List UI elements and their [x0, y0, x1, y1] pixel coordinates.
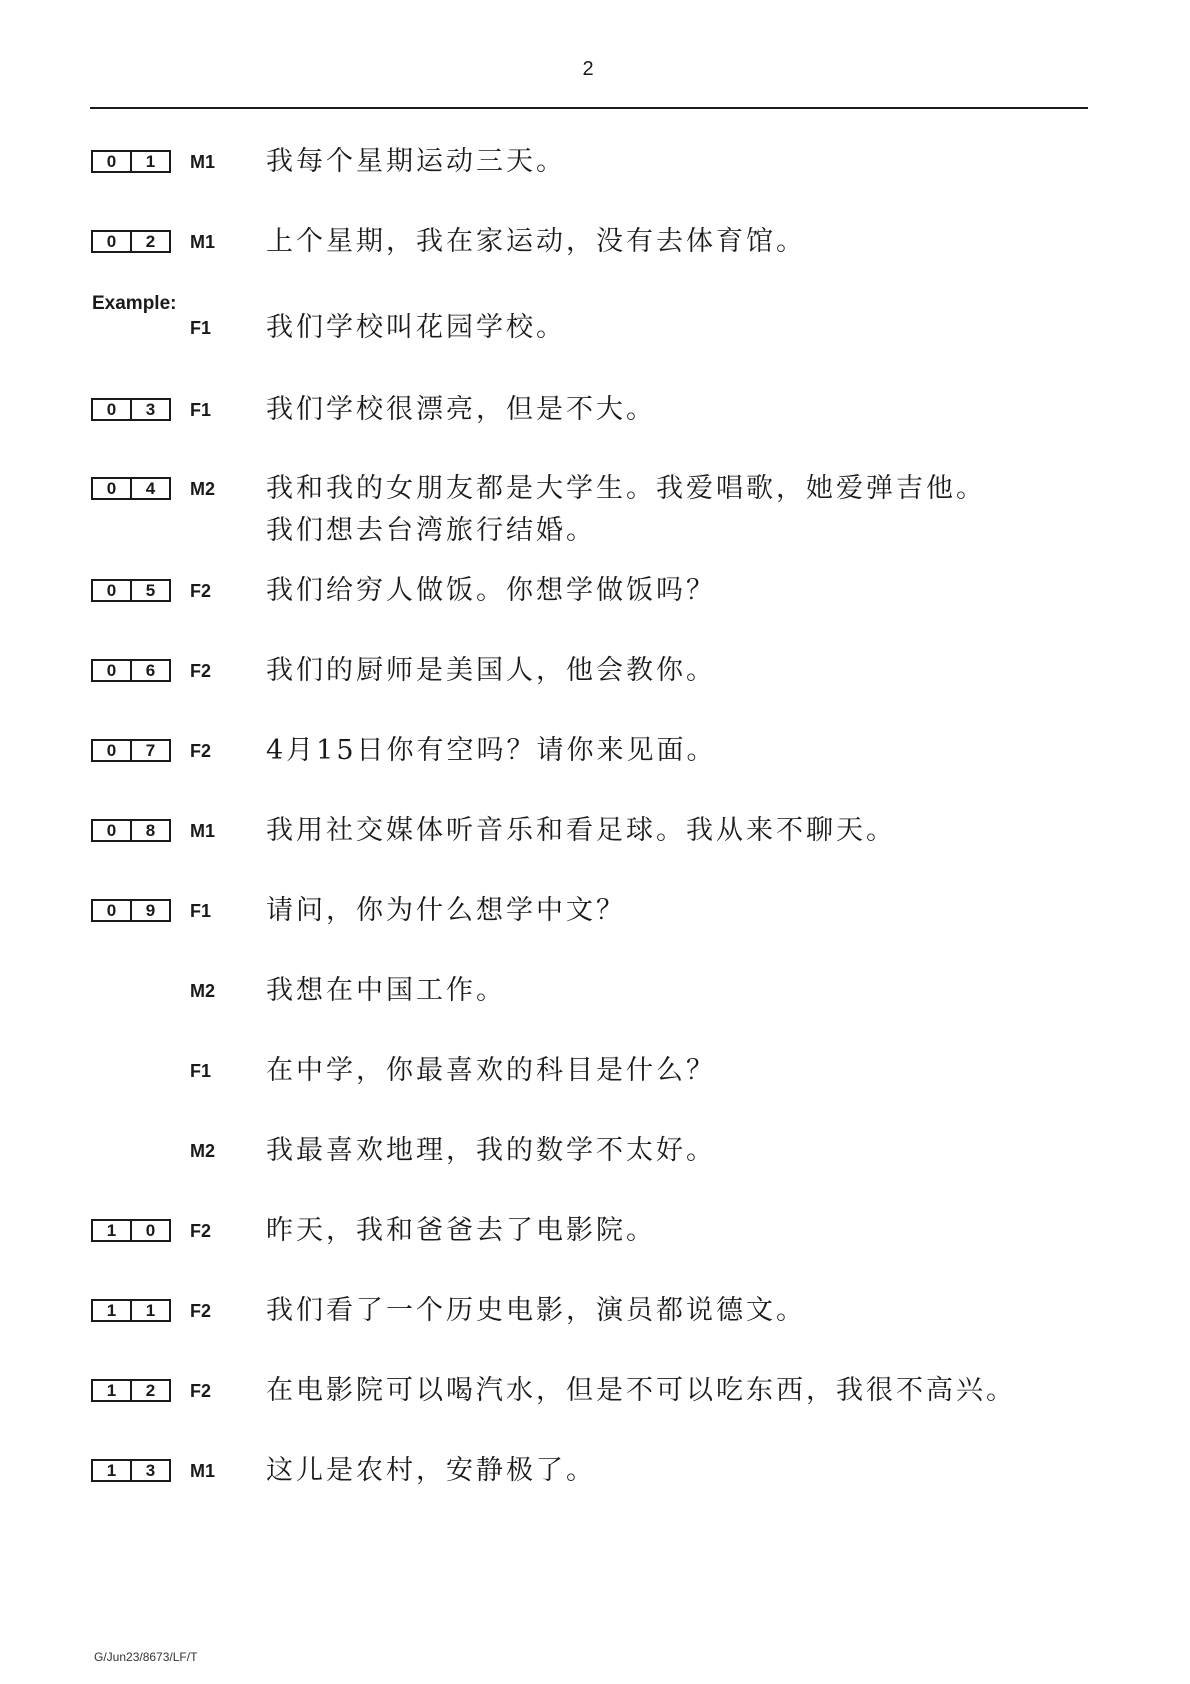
- question-number-box: [91, 1299, 171, 1322]
- transcript-text: [266, 141, 1086, 183]
- question-number-box: [91, 477, 171, 500]
- transcript-row: [0, 1132, 1190, 1172]
- speaker-label: M1: [190, 232, 216, 252]
- transcript-line: 在电影院可以喝汽水，但是不可以吃东西，我很不高兴。: [266, 1375, 1016, 1406]
- speaker-label: M2: [190, 479, 216, 499]
- transcript-text: [266, 1130, 1086, 1172]
- speaker-label: F2: [190, 741, 212, 761]
- transcript-text: [266, 1450, 1086, 1492]
- example-label: Example:: [92, 293, 177, 314]
- question-digit: 9: [130, 901, 169, 920]
- transcript-text: [266, 730, 1086, 772]
- transcript-text: [266, 468, 1086, 552]
- transcript-row: [0, 1212, 1190, 1252]
- transcript-row: [0, 223, 1190, 263]
- transcript-text: [266, 1050, 1086, 1092]
- transcript-text: [266, 970, 1086, 1012]
- question-digit: 2: [130, 1381, 169, 1400]
- footer-reference: G/Jun23/8673/LF/T: [94, 1650, 198, 1664]
- question-digit: 0: [106, 900, 117, 920]
- example-row: [0, 293, 1190, 349]
- question-digit: 1: [106, 1220, 117, 1240]
- transcript-text: [266, 389, 1086, 431]
- question-number-box: [91, 899, 171, 922]
- question-number-box: [91, 398, 171, 421]
- question-digit: 5: [130, 581, 169, 600]
- transcript-line: 我最喜欢地理，我的数学不太好。: [266, 1135, 716, 1166]
- speaker-label: F2: [190, 1221, 212, 1241]
- question-number-box: [91, 1219, 171, 1242]
- transcript-line: 我们学校很漂亮，但是不大。: [266, 394, 656, 425]
- speaker-label: F2: [190, 1301, 212, 1321]
- transcript-row: [0, 572, 1190, 612]
- speaker-label: M1: [190, 821, 216, 841]
- question-digit: 0: [106, 580, 117, 600]
- transcript-line: 这儿是农村，安静极了。: [266, 1455, 596, 1486]
- question-digit: 8: [130, 821, 169, 840]
- question-number-box: [91, 230, 171, 253]
- speaker-label: M1: [190, 1461, 216, 1481]
- question-digit: 4: [130, 479, 169, 498]
- transcript-line: 我每个星期运动三天。: [266, 146, 566, 177]
- speaker-label: F1: [190, 318, 212, 338]
- transcript-line: 在中学，你最喜欢的科目是什么？: [266, 1055, 716, 1086]
- question-digit: 0: [106, 740, 117, 760]
- question-digit: 1: [106, 1460, 117, 1480]
- speaker-label: F1: [190, 1061, 212, 1081]
- transcript-line: 4月15日你有空吗？请你来见面。: [266, 735, 717, 766]
- question-digit: 1: [106, 1300, 117, 1320]
- transcript-row: [0, 1372, 1190, 1412]
- transcript-text: [266, 570, 1086, 612]
- transcript-line: 请问，你为什么想学中文？: [266, 895, 626, 926]
- transcript-line: 我们学校叫花园学校。: [266, 312, 566, 343]
- speaker-label: F2: [190, 581, 212, 601]
- transcript-row: [0, 1052, 1190, 1092]
- question-digit: 0: [106, 478, 117, 498]
- transcript-line: 我们给穷人做饭。你想学做饭吗？: [266, 575, 716, 606]
- question-digit: 1: [106, 1380, 117, 1400]
- transcript-text: [266, 221, 1086, 263]
- question-number-box: [91, 739, 171, 762]
- question-digit: 0: [106, 399, 117, 419]
- speaker-label: M2: [190, 981, 216, 1001]
- transcript-row: [0, 732, 1190, 772]
- transcript-text: [266, 650, 1086, 692]
- question-digit: 1: [130, 1301, 169, 1320]
- question-digit: 0: [130, 1221, 169, 1240]
- header-rule: [90, 107, 1088, 109]
- speaker-label: M1: [190, 152, 216, 172]
- transcript-row: [0, 972, 1190, 1012]
- question-digit: 7: [130, 741, 169, 760]
- transcript-text: [266, 1210, 1086, 1252]
- transcript-row: [0, 652, 1190, 692]
- question-digit: 3: [130, 1461, 169, 1480]
- speaker-label: F2: [190, 661, 212, 681]
- question-digit: 0: [106, 151, 117, 171]
- question-digit: 0: [106, 660, 117, 680]
- question-digit: 2: [130, 232, 169, 251]
- transcript-row: [0, 812, 1190, 852]
- question-digit: 0: [106, 231, 117, 251]
- speaker-label: F2: [190, 1381, 212, 1401]
- transcript-row: [0, 391, 1190, 431]
- speaker-label: F1: [190, 901, 212, 921]
- question-digit: 3: [130, 400, 169, 419]
- question-number-box: [91, 579, 171, 602]
- question-number-box: [91, 659, 171, 682]
- question-digit: 1: [130, 152, 169, 171]
- transcript-line: 我用社交媒体听音乐和看足球。我从来不聊天。: [266, 815, 896, 846]
- transcript-row: [0, 470, 1190, 546]
- transcript-row: [0, 1452, 1190, 1492]
- transcript-line: 我想在中国工作。: [266, 975, 506, 1006]
- speaker-label: F1: [190, 400, 212, 420]
- transcript-line: 我们想去台湾旅行结婚。: [266, 515, 596, 546]
- transcript-line: 昨天，我和爸爸去了电影院。: [266, 1215, 656, 1246]
- transcript-row: [0, 143, 1190, 183]
- speaker-label: M2: [190, 1141, 216, 1161]
- question-number-box: [91, 1459, 171, 1482]
- transcript-line: 我们看了一个历史电影，演员都说德文。: [266, 1295, 806, 1326]
- transcript-text: [266, 890, 1086, 932]
- question-digit: 0: [106, 820, 117, 840]
- question-number-box: [91, 150, 171, 173]
- transcript-text: [266, 307, 1086, 349]
- transcript-line: 上个星期，我在家运动，没有去体育馆。: [266, 226, 806, 257]
- transcript-line: 我们的厨师是美国人，他会教你。: [266, 655, 716, 686]
- transcript-text: [266, 1290, 1086, 1332]
- transcript-row: [0, 1292, 1190, 1332]
- transcript-line: 我和我的女朋友都是大学生。我爱唱歌，她爱弹吉他。: [266, 473, 986, 504]
- question-digit: 6: [130, 661, 169, 680]
- transcript-text: [266, 810, 1086, 852]
- question-number-box: [91, 819, 171, 842]
- transcript-row: [0, 892, 1190, 932]
- transcript-text: [266, 1370, 1086, 1412]
- page-number: 2: [582, 58, 594, 80]
- question-number-box: [91, 1379, 171, 1402]
